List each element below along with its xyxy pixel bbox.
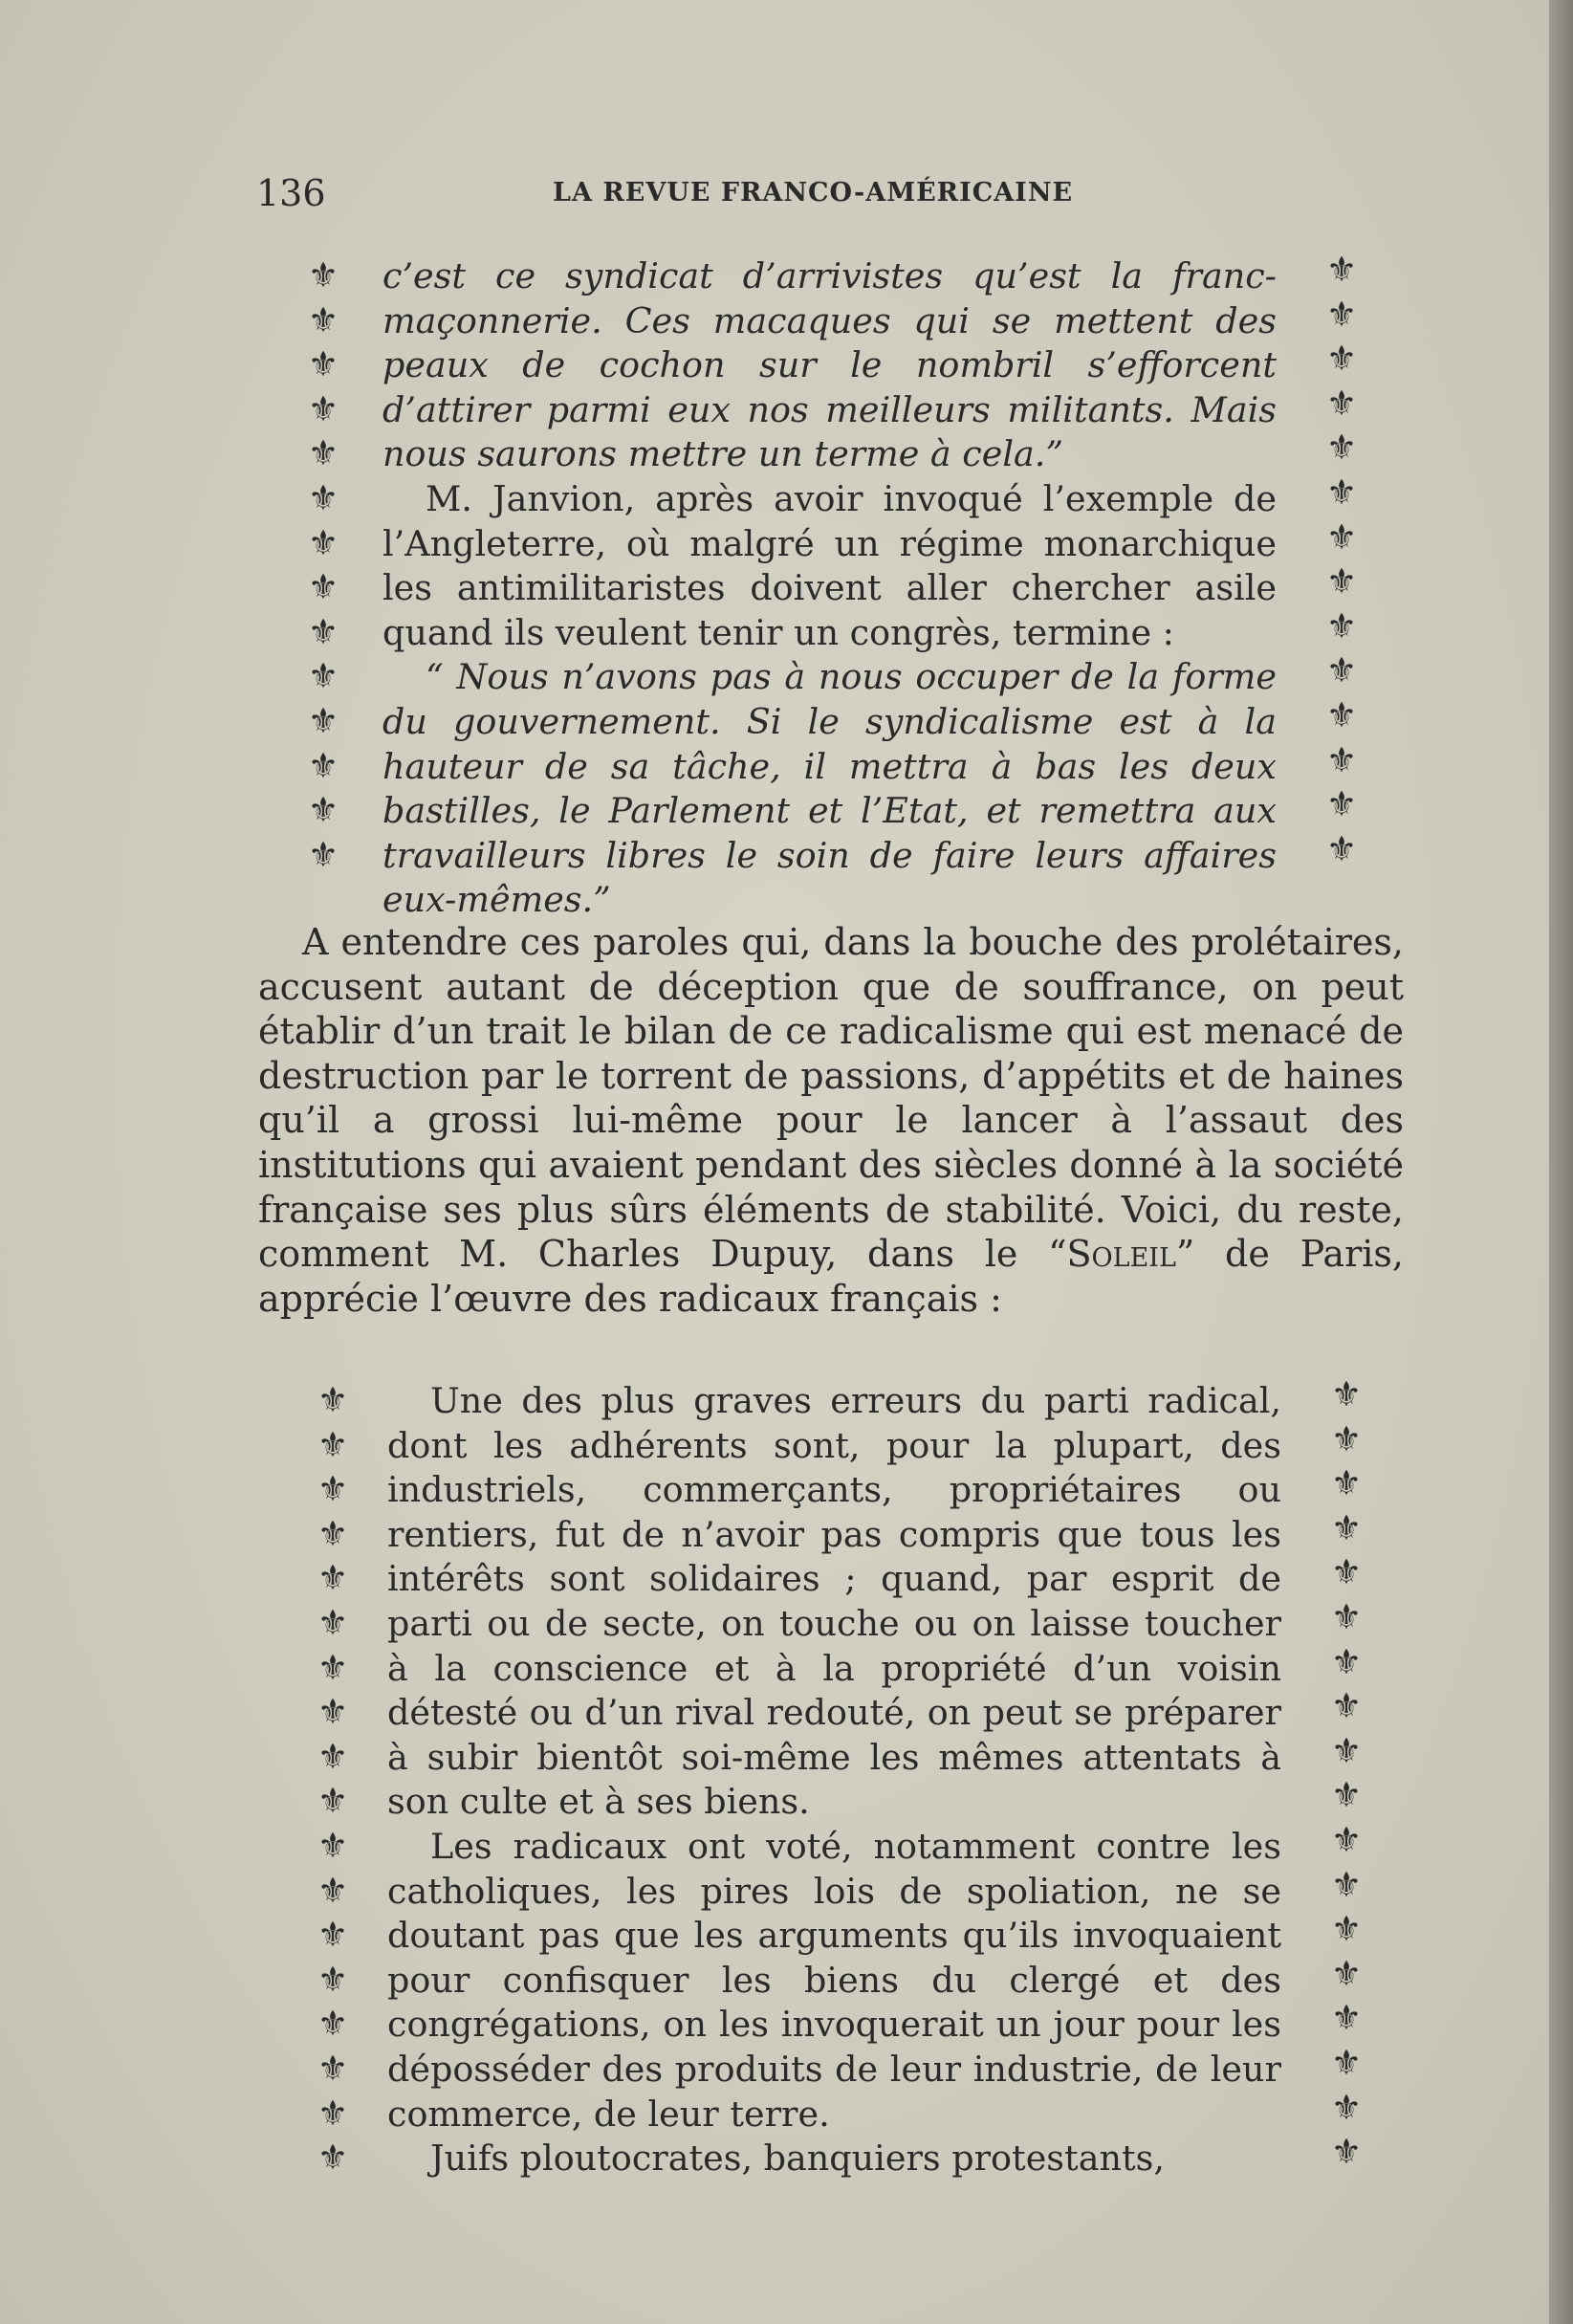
right-fleur-column-1 [1322,249,1361,872]
fleur-de-lis-icon: ⚜ [1325,517,1358,558]
fleur-de-lis-icon: ⚜ [1325,740,1358,780]
fleur-de-lis-icon: ⚜ [307,300,339,340]
quote-paragraph: M. Janvion, après avoir invoqué l’exemple de l’Angleterre, où malgré un régime monarchique les antimilitaristes doivent aller chercher asile quand ils veulent tenir un congrès, termine : [382,477,1277,653]
fleur-de-lis-icon: ⚜ [1325,562,1358,603]
fleur-de-lis-icon: ⚜ [317,1916,349,1956]
fleur-de-lis-icon: ⚜ [307,746,339,786]
quote-paragraph: Une des plus graves erreurs du parti radical, dont les adhérents sont, pour la plupart, des industriels, commerçants, propriétaires ou rentiers, fut de n’avoir pas compris que tous les intérêts sont solidaires ; quand, par esprit de parti ou de secte, on touche ou on laisse toucher à la conscience et à la propriété d’un voisin détesté ou d’un rival redouté, on peut se préparer à subir bientôt soi-même les mêmes attentats à son culte et à ses biens. [387,1380,1281,1823]
fleur-de-lis-icon: ⚜ [1325,785,1358,825]
fleur-de-lis-icon: ⚜ [1330,1687,1363,1727]
fleur-de-lis-icon: ⚜ [1330,1642,1363,1682]
fleur-de-lis-icon: ⚜ [1325,829,1358,869]
fleur-de-lis-icon: ⚜ [307,835,339,875]
quote-paragraph: Les radicaux ont voté, notamment contre les catholiques, les pires lois de spoliation, ne se doutant pas que les arguments qu’ils invoquaient pour confisquer les biens du clergé et des congrégations, on les invoquerait un jour pour les déposséder des produits de leur industrie, de leur commerce, de leur terre. [387,1825,1281,2135]
fleur-de-lis-icon: ⚜ [317,1559,349,1599]
quote-block-syndicalist [382,254,1277,923]
fleur-de-lis-icon: ⚜ [317,1693,349,1733]
journal-name: Soleil [1066,1233,1176,1276]
fleur-de-lis-icon: ⚜ [317,1737,349,1777]
fleur-de-lis-icon: ⚜ [1330,1820,1363,1860]
running-head: LA REVUE FRANCO-AMÉRICAINE [553,178,1074,208]
page-number: 136 [256,172,326,214]
fleur-de-lis-icon: ⚜ [307,389,339,429]
body-text-before: A entendre ces paroles qui, dans la bouche des prolétaires, accusent autant de déception que de souffrance, on peut établir d’un trait le bilan de ce radicalisme qui est menacé de destruction par le torrent de passions, d’appétits et de haines qu’il a grossi lui-même pour le lancer à l’assaut des institutions qui avaient pendant des siècles donné à la société française ses plus sûrs éléments de stabilité. Voici, du reste, comment M. Charles Dupuy, dans le “ [258,921,1404,1276]
fleur-de-lis-icon: ⚜ [307,701,339,741]
fleur-de-lis-icon: ⚜ [317,2138,349,2179]
fleur-de-lis-icon: ⚜ [1325,651,1358,691]
fleur-de-lis-icon: ⚜ [307,612,339,652]
page-header [256,164,1404,222]
quote-paragraph: “ Nous n’avons pas à nous occuper de la forme du gouvernement. Si le syndicalisme est à la hauteur de sa tâche, il mettra à bas les deux bastilles, le Parlement et l’Etat, et remettra aux travailleurs libres le soin de faire leurs affaires eux-mêmes.” [382,656,1277,921]
fleur-de-lis-icon: ⚜ [317,1425,349,1465]
fleur-de-lis-icon: ⚜ [1330,1999,1363,2039]
fleur-de-lis-icon: ⚜ [1330,1731,1363,1771]
body-paragraph [258,920,1404,1321]
fleur-de-lis-icon: ⚜ [317,1782,349,1822]
right-fleur-column-2 [1327,1373,1365,2176]
fleur-de-lis-icon: ⚜ [317,1648,349,1688]
fleur-de-lis-icon: ⚜ [317,2049,349,2089]
fleur-de-lis-icon: ⚜ [317,2094,349,2134]
quote-block-dupuy [387,1379,1281,2181]
fleur-de-lis-icon: ⚜ [1325,695,1358,735]
fleur-de-lis-icon: ⚜ [1325,340,1358,380]
fleur-de-lis-icon: ⚜ [1325,606,1358,647]
body-paragraph-block [258,920,1404,1321]
fleur-de-lis-icon: ⚜ [307,256,339,296]
page-edge [1549,0,1573,2324]
fleur-de-lis-icon: ⚜ [307,523,339,563]
fleur-de-lis-icon: ⚜ [1330,1508,1363,1548]
fleur-de-lis-icon: ⚜ [1330,1464,1363,1504]
fleur-de-lis-icon: ⚜ [1330,1375,1363,1414]
fleur-de-lis-icon: ⚜ [1330,2133,1363,2173]
fleur-de-lis-icon: ⚜ [1330,1597,1363,1637]
fleur-de-lis-icon: ⚜ [1325,384,1358,424]
fleur-de-lis-icon: ⚜ [1325,472,1358,513]
fleur-de-lis-icon: ⚜ [307,568,339,608]
fleur-de-lis-icon: ⚜ [1330,1865,1363,1905]
fleur-de-lis-icon: ⚜ [307,478,339,518]
fleur-de-lis-icon: ⚜ [307,345,339,385]
fleur-de-lis-icon: ⚜ [317,1826,349,1866]
fleur-de-lis-icon: ⚜ [317,1603,349,1643]
fleur-de-lis-icon: ⚜ [317,2005,349,2045]
fleur-de-lis-icon: ⚜ [317,1960,349,2000]
fleur-de-lis-icon: ⚜ [1330,1553,1363,1593]
fleur-de-lis-icon: ⚜ [1325,428,1358,469]
fleur-de-lis-icon: ⚜ [317,1514,349,1554]
fleur-de-lis-icon: ⚜ [1330,2043,1363,2083]
fleur-de-lis-icon: ⚜ [1330,2088,1363,2128]
fleur-de-lis-icon: ⚜ [1325,251,1358,290]
fleur-de-lis-icon: ⚜ [317,1871,349,1911]
fleur-de-lis-icon: ⚜ [307,657,339,697]
fleur-de-lis-icon: ⚜ [1330,1954,1363,1994]
fleur-de-lis-icon: ⚜ [1330,1419,1363,1459]
fleur-de-lis-icon: ⚜ [307,791,339,831]
fleur-de-lis-icon: ⚜ [1330,1910,1363,1950]
fleur-de-lis-icon: ⚜ [1325,295,1358,335]
left-fleur-column-2 [314,1379,352,2181]
fleur-de-lis-icon: ⚜ [1330,1776,1363,1816]
quote-paragraph: Juifs ploutocrates, banquiers protestants, [430,2138,1165,2180]
fleur-de-lis-icon: ⚜ [317,1381,349,1420]
left-fleur-column-1 [304,254,342,878]
fleur-de-lis-icon: ⚜ [317,1470,349,1510]
body-text-after: ” de Paris, apprécie l’œuvre des radicaux français : [258,1233,1404,1320]
fleur-de-lis-icon: ⚜ [307,434,339,474]
quote-paragraph: c’est ce syndicat d’arrivistes qu’est la franc-maçonnerie. Ces macaques qui se mettent des peaux de cochon sur le nombril s’efforcent d’attirer parmi eux nos meilleurs militants. Mais nous saurons mettre un terme à cela.” [382,255,1277,475]
